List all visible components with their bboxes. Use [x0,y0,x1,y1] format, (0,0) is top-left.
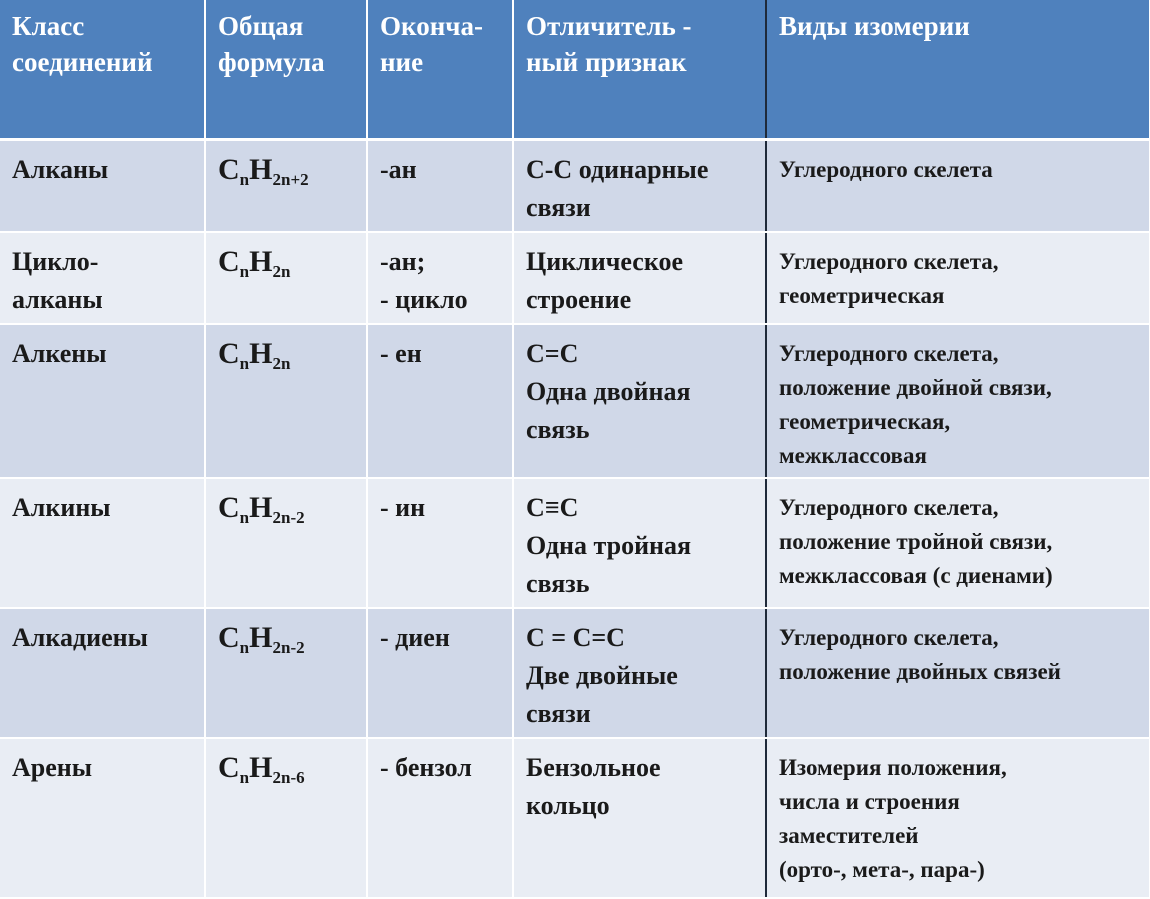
ending-cell: - диен [367,608,513,738]
feature-cell: Бензольное кольцо [513,738,766,898]
ending-cell: - ин [367,478,513,608]
class-name-cell: Алканы [0,140,205,233]
feature-cell: С-С одинарные связи [513,140,766,233]
header-class: Класс соединений [0,0,205,140]
class-name-cell: Арены [0,738,205,898]
isomerism-cell: Углеродного скелета, геометрическая [766,232,1150,324]
feature-cell: С=С Одна двойная связь [513,324,766,478]
isomerism-cell: Изомерия положения, числа и строения заместителей (орто-, мета-, пара-) [766,738,1150,898]
formula-cell: $C_nH_{2n}$ [205,324,367,478]
table-row [0,324,1150,478]
ending-cell: - ен [367,324,513,478]
feature-cell: С≡С Одна тройная связь [513,478,766,608]
class-name-cell: Алкадиены [0,608,205,738]
table-row [0,738,1150,898]
formula-cell: $C_nH_{2n-2}$ [205,478,367,608]
table-row [0,140,1150,233]
class-name-cell: Цикло- алканы [0,232,205,324]
isomerism-cell: Углеродного скелета, положение двойных связей [766,608,1150,738]
formula-cell: $C_nH_{2n-6}$ [205,738,367,898]
table-row [0,478,1150,608]
formula-cell: $C_nH_{2n-2}$ [205,608,367,738]
formula-cell: $C_nH_{2n+2}$ [205,140,367,233]
class-name-cell: Алкины [0,478,205,608]
isomerism-cell: Углеродного скелета, положение тройной связи, межклассовая (с диенами) [766,478,1150,608]
class-name-cell: Алкены [0,324,205,478]
formula-cell: $C_nH_{2n}$ [205,232,367,324]
header-ending: Оконча- ние [367,0,513,140]
header-isomerism: Виды изомерии [766,0,1150,140]
ending-cell: - бензол [367,738,513,898]
feature-cell: С = С=С Две двойные связи [513,608,766,738]
isomerism-cell: Углеродного скелета, положение двойной связи, геометрическая, межклассовая [766,324,1150,478]
isomerism-cell: Углеродного скелета [766,140,1150,233]
header-row [0,0,1150,140]
table-row [0,608,1150,738]
table-row [0,232,1150,324]
ending-cell: -ан; - цикло [367,232,513,324]
header-formula: Общая формула [205,0,367,140]
ending-cell: -ан [367,140,513,233]
feature-cell: Циклическое строение [513,232,766,324]
header-feature: Отличитель - ный признак [513,0,766,140]
